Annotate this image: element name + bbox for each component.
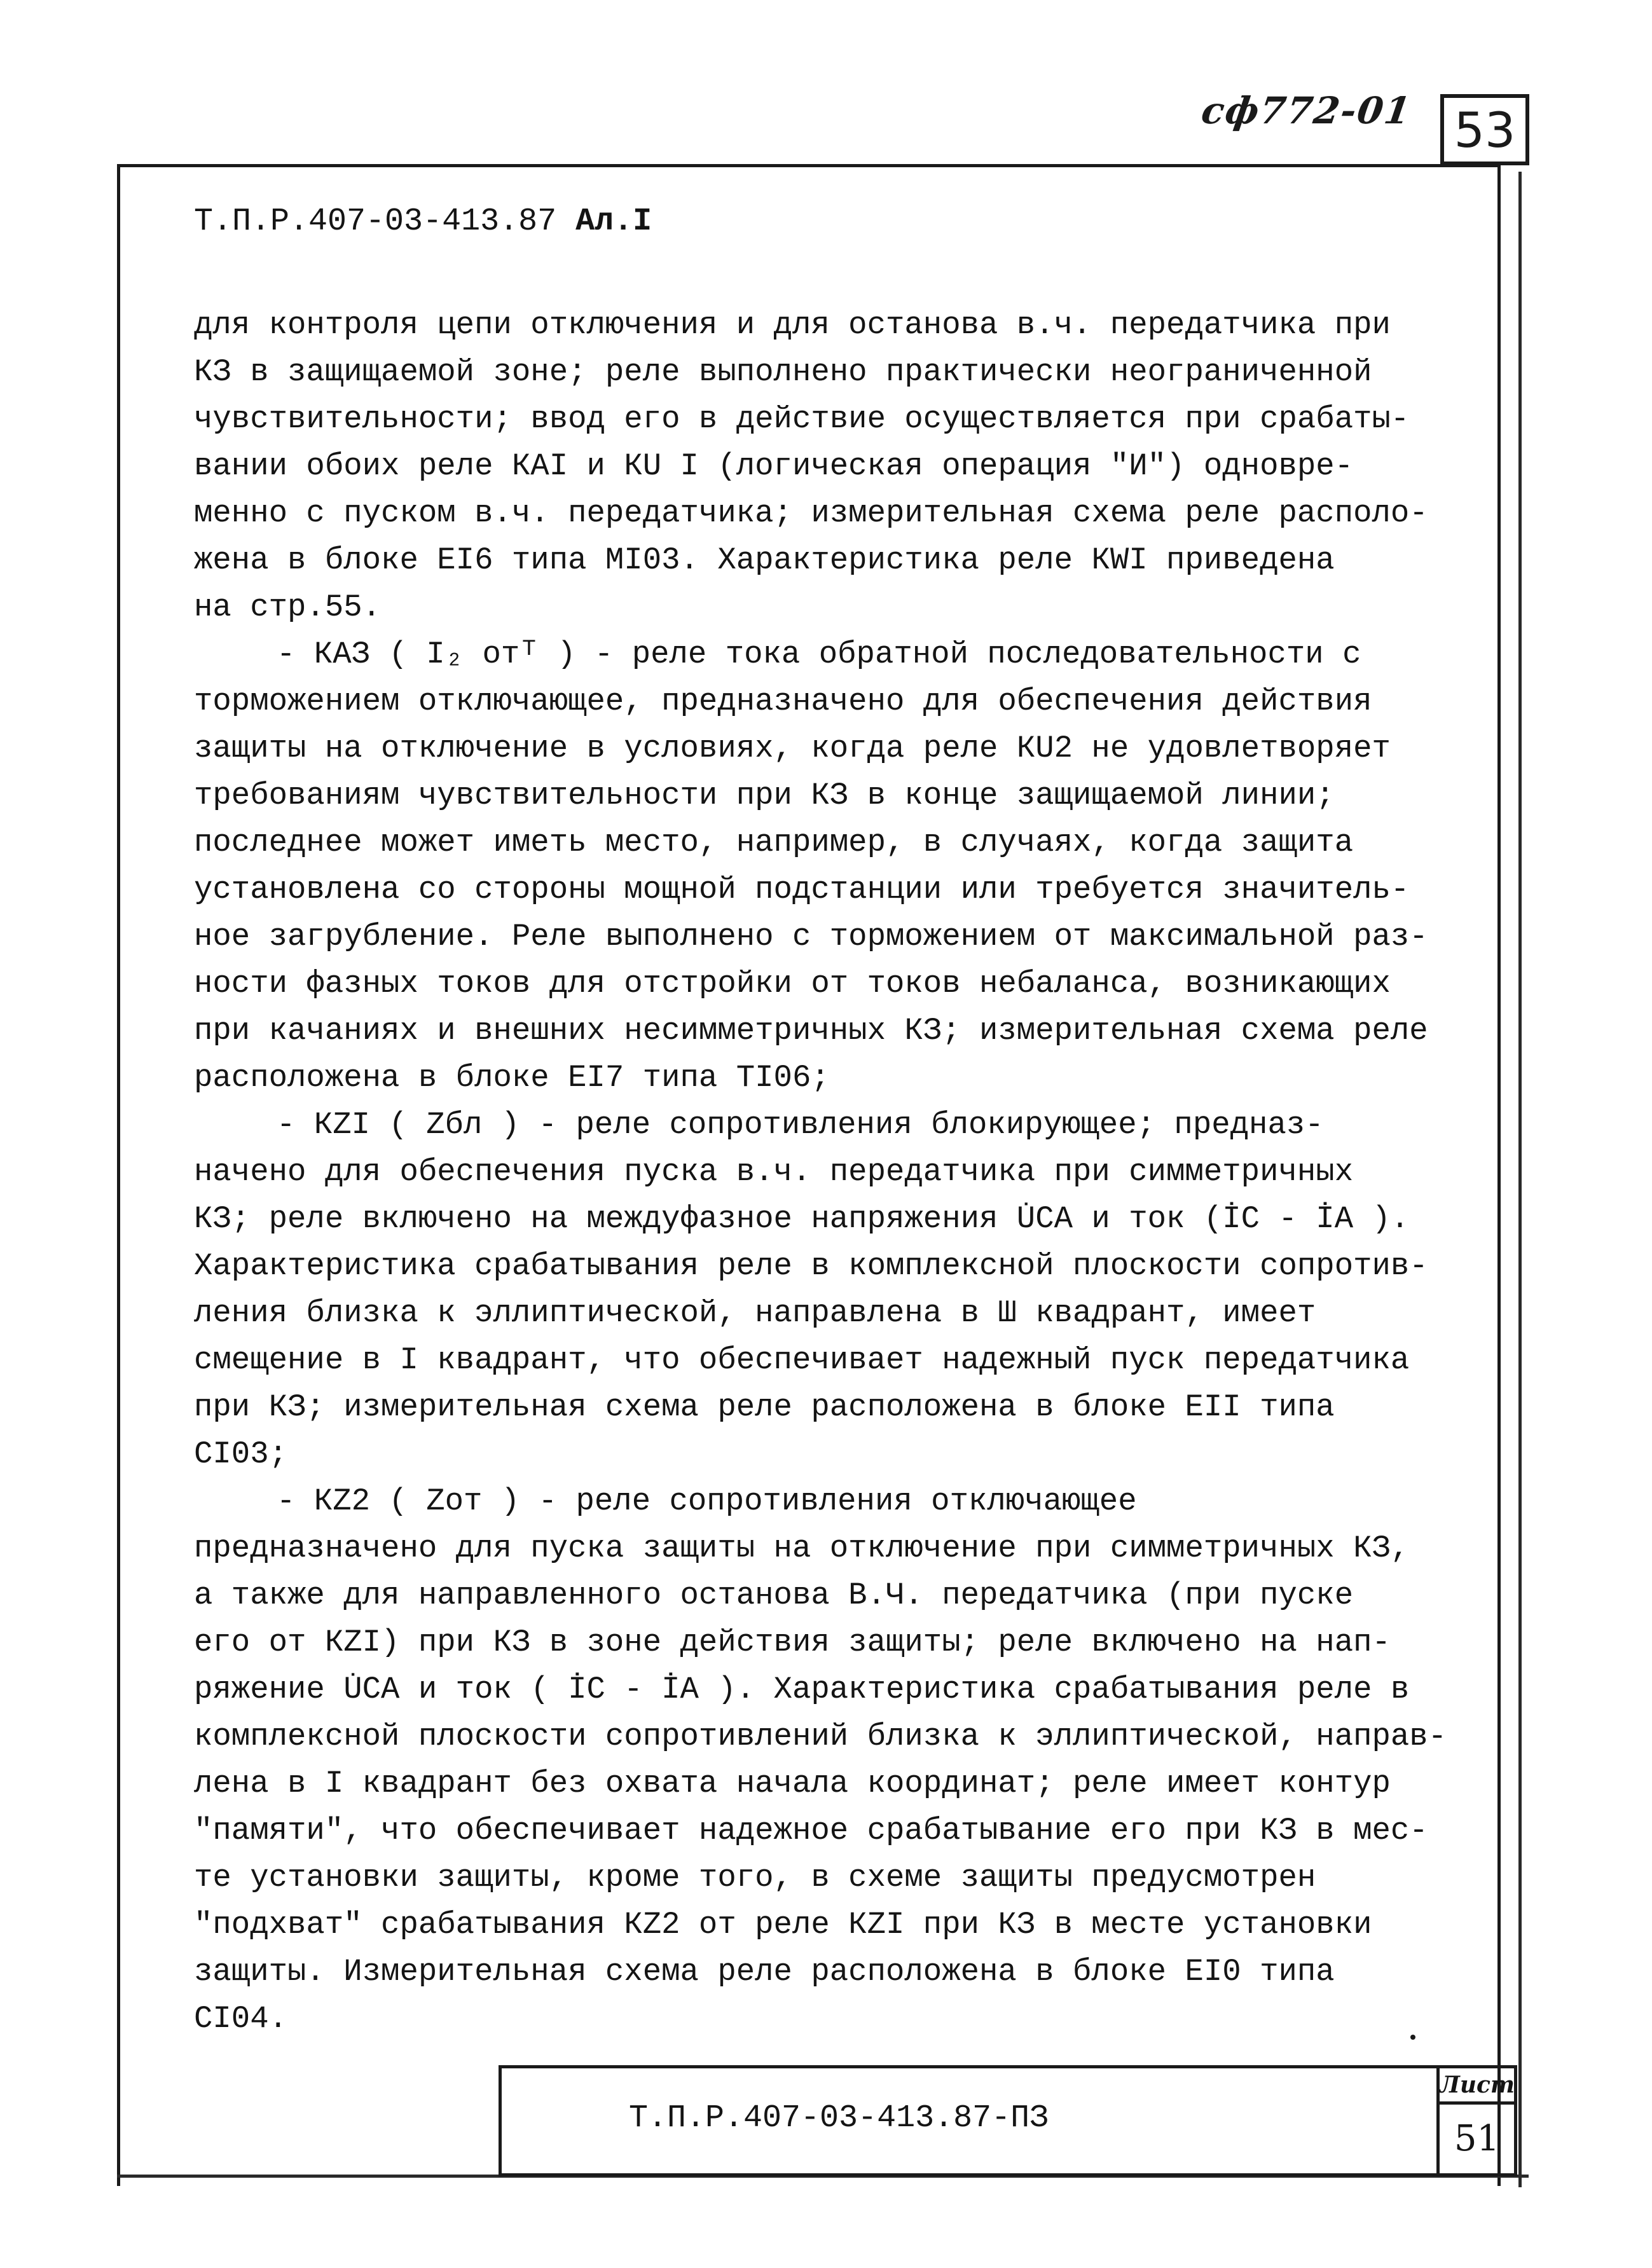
text-line: менно с пуском в.ч. передатчика; измерительная схема реле располо- [194,495,1428,531]
text-line: установлена со стороны мощной подстанции или требуется значитель- [194,872,1410,907]
text-line: предназначено для пуска защиты на отключение при симметричных КЗ, [194,1530,1410,1566]
text-line: смещение в I квадрант, что обеспечивает надежный пуск передатчика [194,1342,1410,1378]
text-line: для контроля цепи отключения и для останова в.ч. передатчика при [194,307,1391,343]
text-line: торможением отключающее, предназначено для обеспечения действия [194,684,1372,719]
body-text [194,301,1497,2042]
text-line: СI03; [194,1436,288,1472]
text-line: вании обоих реле КАI и КU I (логическая операция "И") одновре- [194,448,1354,484]
text-line: последнее может иметь место, например, в случаях, когда защита [194,825,1354,860]
text-line: Характеристика срабатывания реле в комплексной плоскости сопротив- [194,1248,1428,1284]
text-line: при качаниях и внешних несимметричных КЗ; измерительная схема реле [194,1013,1428,1048]
text-line: КЗ в защищаемой зоне; реле выполнено практически неограниченной [194,354,1372,390]
stamp-document-code: Т.П.Р.407-03-413.87-ПЗ [629,2100,1049,2136]
text-line: защиты на отключение в условиях, когда реле КU2 не удовлетворяет [194,731,1391,766]
document-code: Т.П.Р.407-03-413.87 [194,203,557,240]
text-line: - КZ2 ( Zот ) - реле сопротивления отключающее [277,1483,1137,1519]
text-line: защиты. Измерительная схема реле расположена в блоке ЕI0 типа [194,1954,1335,1990]
text-line: жена в блоке ЕI6 типа МI03. Характеристика реле КWI приведена [194,542,1335,578]
title-block-stamp [499,2065,1517,2176]
scan-speck [1410,2035,1415,2040]
text-line: "подхват" срабатывания КZ2 от реле КZI при КЗ в месте установки [194,1907,1372,1942]
text-line: - КZI ( Zбл ) - реле сопротивления блокирующее; предназ- [277,1107,1324,1143]
text-line: ряжение U̇CA и ток ( İC - İA ). Характеристика срабатывания реле в [194,1672,1410,1707]
text-line: требованиям чувствительности при КЗ в конце защищаемой линии; [194,778,1335,813]
text-line: "памяти", что обеспечивает надежное срабатывание его при КЗ в мес- [194,1813,1428,1848]
sheet-number: 51 [1454,2118,1500,2159]
album-number: Ал.I [575,203,652,240]
text-line: - КАЗ ( I₂ отᵀ ) - реле тока обратной последовательности с [277,636,1361,672]
text-line: комплексной плоскости сопротивлений близка к эллиптической, направ- [194,1719,1447,1754]
text-line: КЗ; реле включено на междуфазное напряжения U̇CA и ток (İC - İA ). [194,1201,1410,1237]
page-number: 53 [1454,101,1516,158]
text-line: а также для направленного останова В.Ч. передатчика (при пуске [194,1577,1354,1613]
sheet-cell [1436,2068,1514,2173]
document-header [194,203,652,240]
text-line: начено для обеспечения пуска в.ч. передатчика при симметричных [194,1154,1354,1190]
text-line: расположена в блоке ЕI7 типа ТI06; [194,1060,830,1096]
handwritten-archive-code: сф772-01 [1199,89,1415,132]
text-line: его от КZI) при КЗ в зоне действия защиты; реле включено на нап- [194,1625,1391,1660]
text-line: лена в I квадрант без охвата начала координат; реле имеет контур [194,1766,1391,1801]
text-line: чувствительности; ввод его в действие осуществляется при срабаты- [194,401,1410,437]
text-line: СI04. [194,2001,288,2037]
frame-edge-line [1518,172,1522,2187]
text-line: ления близка к эллиптической, направлена в Ш квадрант, имеет [194,1295,1316,1331]
sheet-label: Лист [1440,2068,1514,2105]
page-number-box [1440,94,1529,165]
text-line: при КЗ; измерительная схема реле расположена в блоке ЕII типа [194,1389,1335,1425]
text-line: ное загрубление. Реле выполнено с торможением от максимальной раз- [194,919,1428,954]
text-line: ности фазных токов для отстройки от токов небаланса, возникающих [194,966,1391,1001]
text-line: на стр.55. [194,589,382,625]
text-line: те установки защиты, кроме того, в схеме защиты предусмотрен [194,1860,1316,1895]
